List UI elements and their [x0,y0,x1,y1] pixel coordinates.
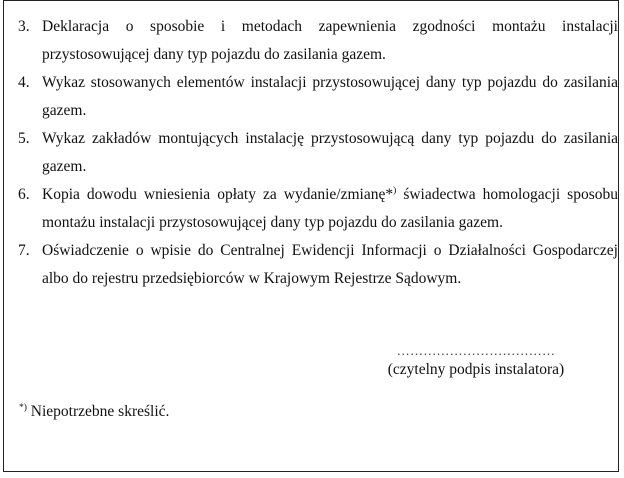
attachments-list [18,13,618,293]
list-item [18,125,618,181]
footnote-reference: ) [393,185,397,196]
list-item-number: 3. [18,18,30,35]
signature-block [378,342,574,380]
list-item-text: Kopia dowodu wniesienia opłaty za wydanie/zmianę*) świadectwa homologacji sposobu montażu instalacji przystosowującej dany typ pojazdu do zasilania gazem. [42,185,618,231]
footnote [19,401,169,423]
document-frame [3,0,619,472]
footnote-text: Niepotrzebne skreślić. [26,403,170,420]
list-item [18,69,618,125]
list-item [18,237,618,293]
list-item-number: 4. [18,74,30,91]
list-item [18,181,618,237]
list-item-text: Oświadczenie o wpisie do Centralnej Ewidencji Informacji o Działalności Gospodarczej albo do rejestru przedsiębiorców w Krajowym Rejestrze Sądowym. [42,242,618,287]
list-item-text: Deklaracja o sposobie i metodach zapewnienia zgodności montażu instalacji przystosowującej dany typ pojazdu do zasilania gazem. [42,18,618,63]
signature-caption: (czytelny podpis instalatora) [387,361,565,378]
list-item-text: Wykaz zakładów montujących instalację przystosowującą dany typ pojazdu do zasilania gazem. [42,130,618,175]
signature-line: ……………………………… [396,343,556,358]
list-item-number: 7. [18,242,30,259]
list-item-number: 5. [18,130,30,147]
list-item-text: Wykaz stosowanych elementów instalacji przystosowującej dany typ pojazdu do zasilania gazem. [42,74,618,119]
list-item [18,13,618,69]
footnote-mark: *) [19,402,27,413]
list-item-number: 6. [18,186,30,203]
